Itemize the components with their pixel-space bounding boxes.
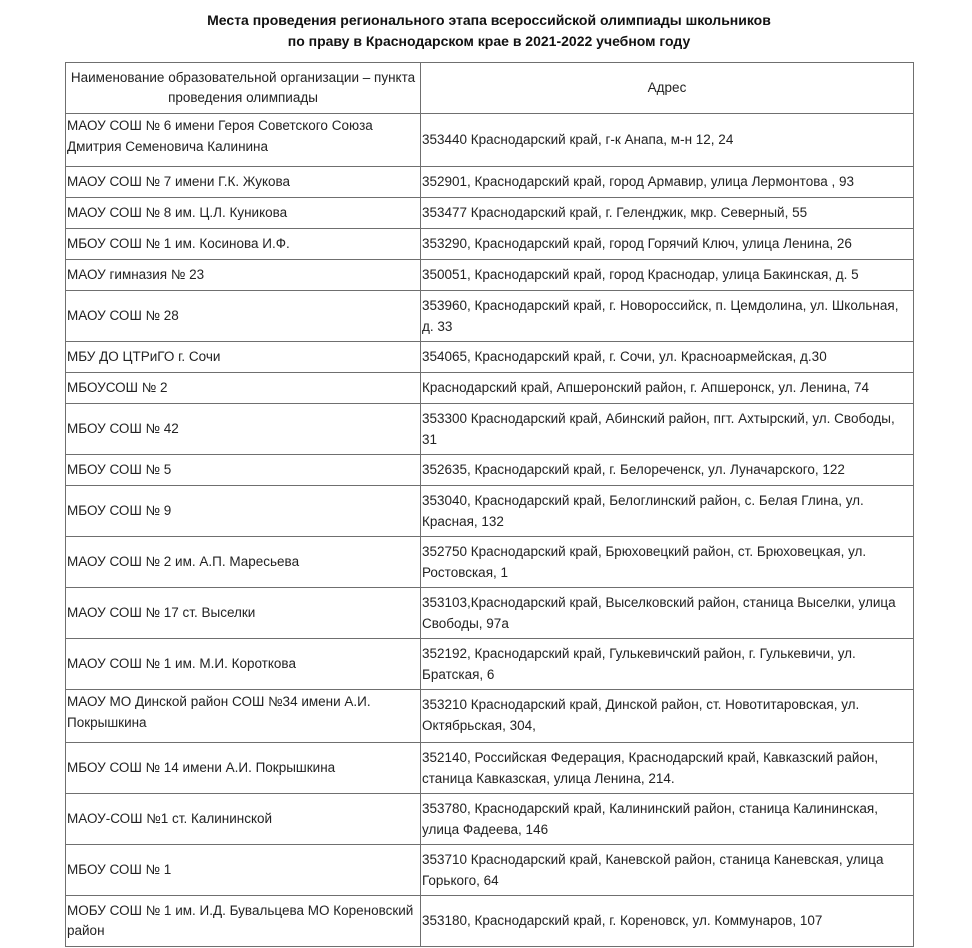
table-row	[66, 229, 914, 260]
address-cell: 352901, Краснодарский край, город Армавир, улица Лермонтова , 93	[421, 167, 914, 198]
organization-cell: МБОУСОШ № 2	[66, 373, 421, 404]
table-row	[66, 291, 914, 342]
address-cell: 352635, Краснодарский край, г. Белореченск, ул. Луначарского, 122	[421, 455, 914, 486]
table-row	[66, 167, 914, 198]
olympiad-venues-table	[65, 62, 914, 947]
address-cell: 352140, Российская Федерация, Краснодарский край, Кавказский район, станица Кавказская, улица Ленина, 214.	[421, 743, 914, 794]
organization-cell: МАОУ СОШ № 8 им. Ц.Л. Куникова	[66, 198, 421, 229]
table-row	[66, 260, 914, 291]
address-cell: 353477 Краснодарский край, г. Геленджик, мкр. Северный, 55	[421, 198, 914, 229]
organization-cell: МАОУ СОШ № 28	[66, 291, 421, 342]
address-cell: 353960, Краснодарский край, г. Новороссийск, п. Цемдолина, ул. Школьная, д. 33	[421, 291, 914, 342]
table-row	[66, 373, 914, 404]
table-row	[66, 845, 914, 896]
organization-cell: МАОУ СОШ № 17 ст. Выселки	[66, 588, 421, 639]
address-cell: 353440 Краснодарский край, г-к Анапа, м-н 12, 24	[421, 114, 914, 167]
organization-cell: МАОУ СОШ № 7 имени Г.К. Жукова	[66, 167, 421, 198]
organization-cell: МАОУ гимназия № 23	[66, 260, 421, 291]
organization-cell: МАОУ МО Динской район СОШ №34 имени А.И. Покрышкина	[66, 690, 421, 743]
header-address: Адрес	[421, 63, 914, 114]
header-organization: Наименование образовательной организации – пункта проведения олимпиады	[66, 63, 421, 114]
table-row	[66, 794, 914, 845]
table-row	[66, 114, 914, 167]
address-cell: 354065, Краснодарский край, г. Сочи, ул. Красноармейская, д.30	[421, 342, 914, 373]
table-row	[66, 690, 914, 743]
organization-cell: МБОУ СОШ № 5	[66, 455, 421, 486]
address-cell: 353180, Краснодарский край, г. Кореновск, ул. Коммунаров, 107	[421, 896, 914, 947]
address-cell: Краснодарский край, Апшеронский район, г. Апшеронск, ул. Ленина, 74	[421, 373, 914, 404]
address-cell: 353210 Краснодарский край, Динской район, ст. Новотитаровская, ул. Октябрьская, 304,	[421, 690, 914, 743]
table-header-row	[66, 63, 914, 114]
organization-cell: МБОУ СОШ № 1	[66, 845, 421, 896]
organization-cell: МАОУ СОШ № 6 имени Героя Советского Союза Дмитрия Семеновича Калинина	[66, 114, 421, 167]
organization-cell: МАОУ СОШ № 2 им. А.П. Маресьева	[66, 537, 421, 588]
address-cell: 353040, Краснодарский край, Белоглинский район, с. Белая Глина, ул. Красная, 132	[421, 486, 914, 537]
organization-cell: МБОУ СОШ № 42	[66, 404, 421, 455]
table-row	[66, 486, 914, 537]
address-cell: 353780, Краснодарский край, Калининский район, станица Калининская, улица Фадеева, 146	[421, 794, 914, 845]
address-cell: 350051, Краснодарский край, город Краснодар, улица Бакинская, д. 5	[421, 260, 914, 291]
table-row	[66, 342, 914, 373]
organization-cell: МБОУ СОШ № 1 им. Косинова И.Ф.	[66, 229, 421, 260]
address-cell: 353290, Краснодарский край, город Горячий Ключ, улица Ленина, 26	[421, 229, 914, 260]
address-cell: 352192, Краснодарский край, Гулькевичский район, г. Гулькевичи, ул. Братская, 6	[421, 639, 914, 690]
address-cell: 353710 Краснодарский край, Каневской район, станица Каневская, улица Горького, 64	[421, 845, 914, 896]
table-row	[66, 537, 914, 588]
table-row	[66, 198, 914, 229]
table-row	[66, 404, 914, 455]
table-row	[66, 639, 914, 690]
organization-cell: МАОУ-СОШ №1 ст. Калининской	[66, 794, 421, 845]
organization-cell: МБОУ СОШ № 9	[66, 486, 421, 537]
table-row	[66, 743, 914, 794]
organization-cell: МБОУ СОШ № 14 имени А.И. Покрышкина	[66, 743, 421, 794]
table-row	[66, 455, 914, 486]
table-row	[66, 896, 914, 947]
organization-cell: МОБУ СОШ № 1 им. И.Д. Бувальцева МО Кореновский район	[66, 896, 421, 947]
table-row	[66, 588, 914, 639]
title-line-2: по праву в Краснодарском крае в 2021-2022 учебном году	[287, 33, 691, 49]
address-cell: 353103,Краснодарский край, Выселковский район, станица Выселки, улица Свободы, 97а	[421, 588, 914, 639]
organization-cell: МБУ ДО ЦТРиГО г. Сочи	[66, 342, 421, 373]
address-cell: 352750 Краснодарский край, Брюховецкий район, ст. Брюховецкая, ул. Ростовская, 1	[421, 537, 914, 588]
address-cell: 353300 Краснодарский край, Абинский район, пгт. Ахтырский, ул. Свободы, 31	[421, 404, 914, 455]
title-line-1: Места проведения регионального этапа всероссийской олимпиады школьников	[207, 12, 771, 28]
organization-cell: МАОУ СОШ № 1 им. М.И. Короткова	[66, 639, 421, 690]
page-title	[0, 10, 972, 52]
